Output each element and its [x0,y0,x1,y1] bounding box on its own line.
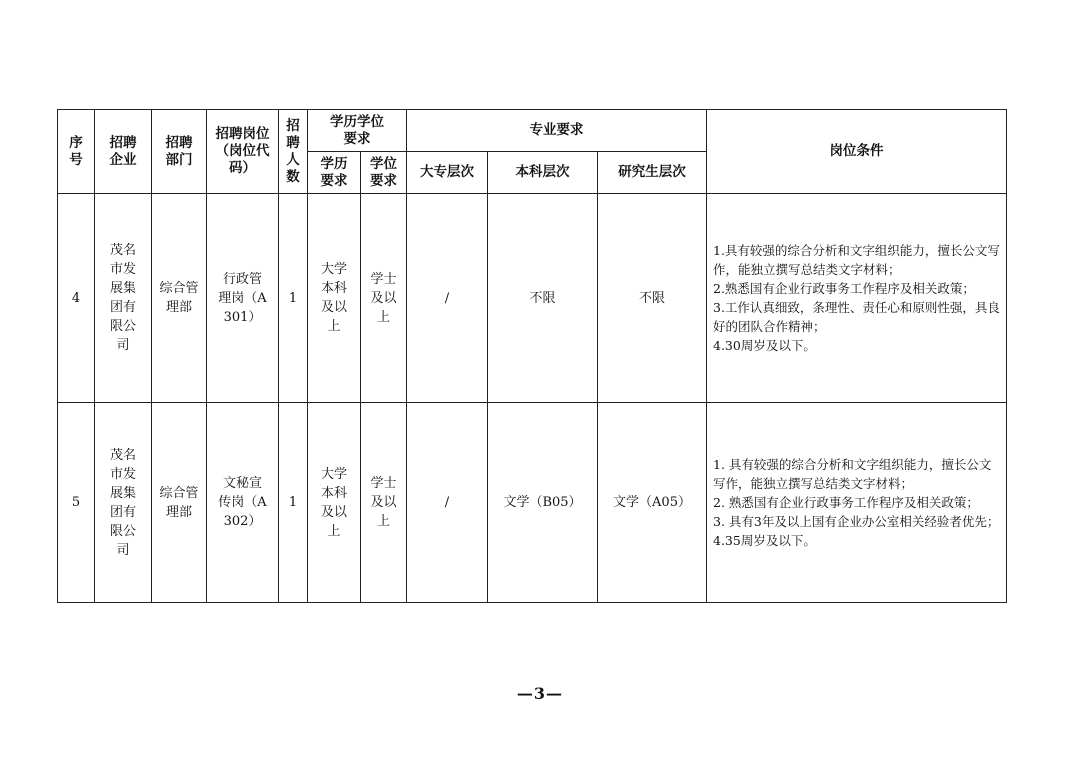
condition-line: 4.35周岁及以下。 [713,533,816,548]
cell-major-bachelor: 文学（B05） [488,403,598,603]
cell-position: 行政管理岗（A301） [207,194,279,403]
header-edu: 学历要求 [308,152,361,194]
header-degree: 学位要求 [361,152,407,194]
cell-degree: 学士及以上 [361,403,407,603]
condition-line: 3. 具有3年及以上国有企业办公室相关经验者优先； [713,514,1000,529]
condition-line: 2. 熟悉国有企业行政事务工作程序及相关政策； [713,495,979,510]
cell-company: 茂名市发展集团有限公司 [95,194,152,403]
header-position: 招聘岗位（岗位代码） [207,110,279,194]
cell-count: 1 [279,403,308,603]
table-row [58,194,1007,403]
table-body [58,194,1007,603]
condition-line: 3.工作认真细致，条理性、责任心和原则性强，具良好的团队合作精神； [713,300,1000,334]
cell-edu: 大学本科及以上 [308,403,361,603]
cell-company: 茂名市发展集团有限公司 [95,403,152,603]
header-company: 招聘企业 [95,110,152,194]
header-major-group: 专业要求 [407,110,707,152]
table-header [58,110,1007,194]
condition-line: 2.熟悉国有企业行政事务工作程序及相关政策； [713,281,975,296]
condition-line: 1.具有较强的综合分析和文字组织能力，擅长公文写作，能独立撰写总结类文字材料； [713,243,1000,277]
header-major-graduate: 研究生层次 [598,152,707,194]
cell-degree: 学士及以上 [361,194,407,403]
header-major-bachelor: 本科层次 [488,152,598,194]
condition-line: 4.30周岁及以下。 [713,338,816,353]
recruitment-table [57,109,1007,603]
cell-position: 文秘宣传岗（A302） [207,403,279,603]
header-dept: 招聘部门 [152,110,207,194]
cell-edu: 大学本科及以上 [308,194,361,403]
header-edu-group: 学历学位要求 [308,110,407,152]
cell-major-college: / [407,403,488,603]
cell-seq: 5 [58,403,95,603]
table-row [58,403,1007,603]
cell-count: 1 [279,194,308,403]
header-conditions: 岗位条件 [707,110,1007,194]
cell-major-graduate: 文学（A05） [598,403,707,603]
cell-conditions [707,194,1007,403]
page-number: —3— [516,684,564,703]
cell-dept: 综合管理部 [152,403,207,603]
cell-seq: 4 [58,194,95,403]
header-seq: 序号 [58,110,95,194]
header-major-college: 大专层次 [407,152,488,194]
cell-major-graduate: 不限 [598,194,707,403]
cell-conditions [707,403,1007,603]
cell-dept: 综合管理部 [152,194,207,403]
cell-major-bachelor: 不限 [488,194,598,403]
header-count: 招聘人数 [279,110,308,194]
condition-line: 1. 具有较强的综合分析和文字组织能力，擅长公文写作，能独立撰写总结类文字材料； [713,457,992,491]
cell-major-college: / [407,194,488,403]
